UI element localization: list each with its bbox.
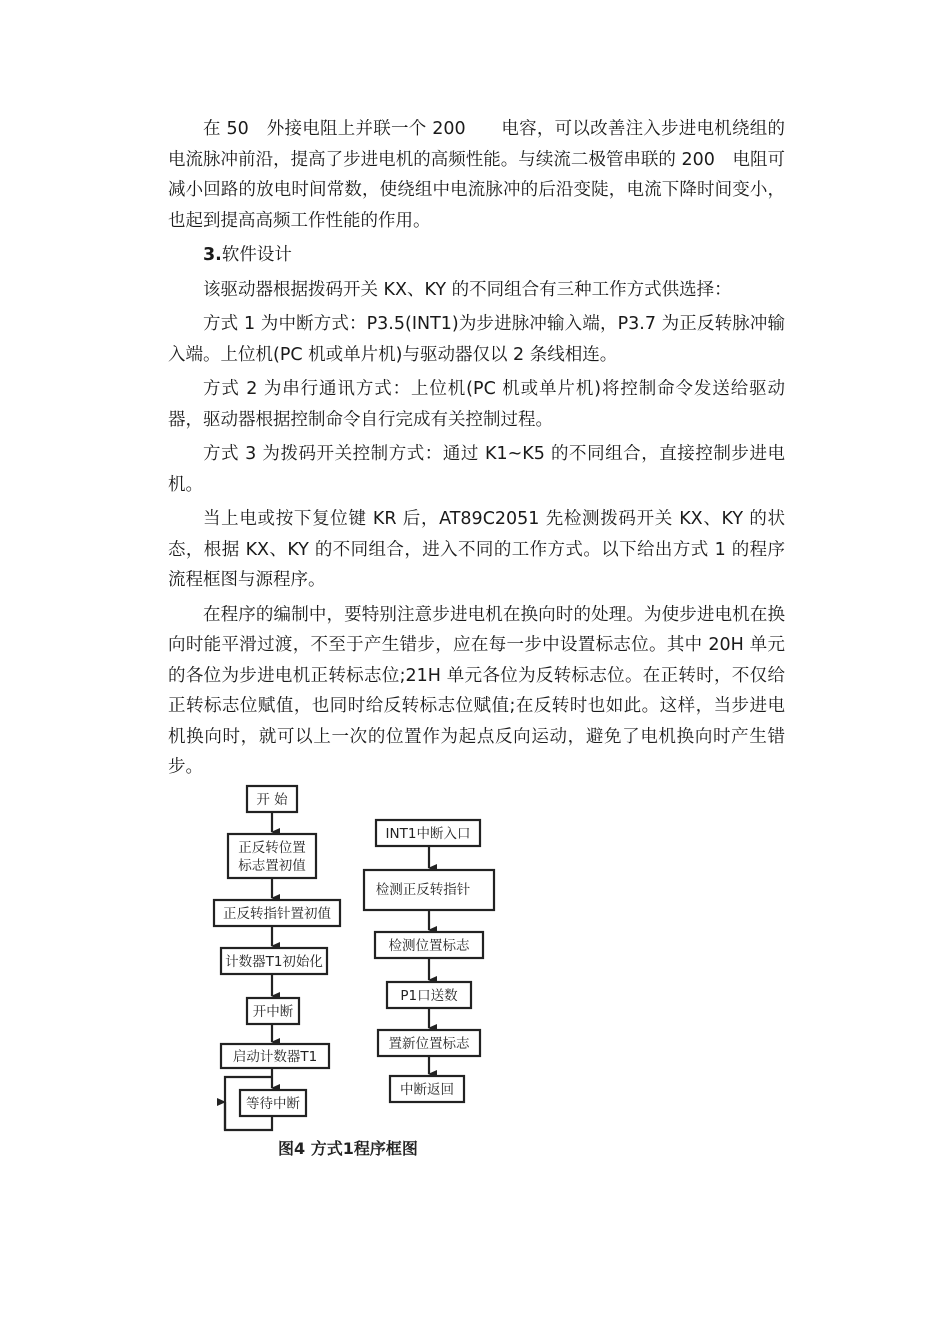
box-p1-output (387, 982, 471, 1008)
box-init-pointer-label: 正反转指针置初值 (223, 906, 331, 922)
box-start-timer (221, 1044, 329, 1068)
box-init-pointer (214, 900, 340, 926)
paragraph-circuit: 在 50 外接电阻上并联一个 200 电容，可以改善注入步进电机绕组的电流脉冲前沿，提高了步进电机的高频性能。与续流二极管串联的 200 电阻可减小回路的放电时间常数，使绕组中电流脉冲的后沿变陡，电流下降时间变小，也起到提高高频工作性能的作用。 (168, 119, 785, 231)
box-init-flags (228, 834, 316, 878)
box-p1-output-label: P1口送数 (400, 988, 458, 1004)
paragraph-programming: 在程序的编制中，要特别注意步进电机在换向时的处理。为使步进电机在换向时能平滑过渡，不至于产生错步，应在每一步中设置标志位。其中 20H 单元的各位为步进电机正转标志位;21H 单元各位为反转标志位。在正转时，不仅给正转标志位赋值，也同时给反转标志位赋值;在反转时也如此。这样，当步进电机换向时，就可以上一次的位置作为起点反向运动，避免了电机换向时产生错步。 (168, 604, 785, 777)
box-init-timer-label: 计数器T1初始化 (225, 954, 323, 970)
box-wait-int-label: 等待中断 (246, 1096, 300, 1112)
box-check-dir-pointer-label: 检测正反转指针 (375, 882, 471, 898)
box-start-timer-label: 启动计数器T1 (232, 1049, 318, 1065)
section-number: 3. (203, 245, 222, 265)
section-title: 软件设计 (221, 245, 292, 265)
box-int1-entry (376, 820, 480, 846)
box-check-pos-flag (375, 932, 483, 958)
figure-caption: 图4 方式1程序框图 (278, 1139, 418, 1158)
box-int-return-label: 中断返回 (400, 1082, 454, 1098)
box-int1-entry-label: INT1中断入口 (385, 826, 471, 842)
box-check-dir-pointer (364, 870, 494, 910)
box-set-new-flag-label: 置新位置标志 (388, 1036, 470, 1052)
box-start (247, 786, 297, 812)
box-check-pos-flag-label: 检测位置标志 (388, 938, 470, 954)
paragraph-mode-2: 方式 2 为串行通讯方式：上位机(PC 机或单片机)将控制命令发送给驱动器，驱动器根据控制命令自行完成有关控制过程。 (168, 379, 785, 430)
box-init-timer (221, 948, 327, 974)
box-init-flags-line2: 标志置初值 (238, 858, 306, 874)
box-enable-int (247, 998, 299, 1024)
box-int-return (390, 1076, 464, 1102)
box-set-new-flag (378, 1030, 480, 1056)
box-wait-int (240, 1090, 306, 1116)
paragraph-modes-intro: 该驱动器根据拨码开关 KX、KY 的不同组合有三种工作方式供选择： (203, 279, 732, 300)
paragraph-startup: 当上电或按下复位键 KR 后，AT89C2051 先检测拨码开关 KX、KY 的状态，根据 KX、KY 的不同组合，进入不同的工作方式。以下给出方式 1 的程序流程框图与源程序。 (168, 509, 785, 590)
box-enable-int-label: 开中断 (252, 1004, 294, 1020)
paragraph-mode-1: 方式 1 为中断方式：P3.5(INT1)为步进脉冲输入端，P3.7 为正反转脉冲输入端。上位机(PC 机或单片机)与驱动器仅以 2 条线相连。 (168, 314, 785, 365)
box-init-flags-line1: 正反转位置 (238, 840, 306, 856)
paragraph-mode-3: 方式 3 为拨码开关控制方式：通过 K1~K5 的不同组合，直接控制步进电机。 (168, 444, 785, 495)
box-start-label: 开 始 (256, 792, 288, 808)
